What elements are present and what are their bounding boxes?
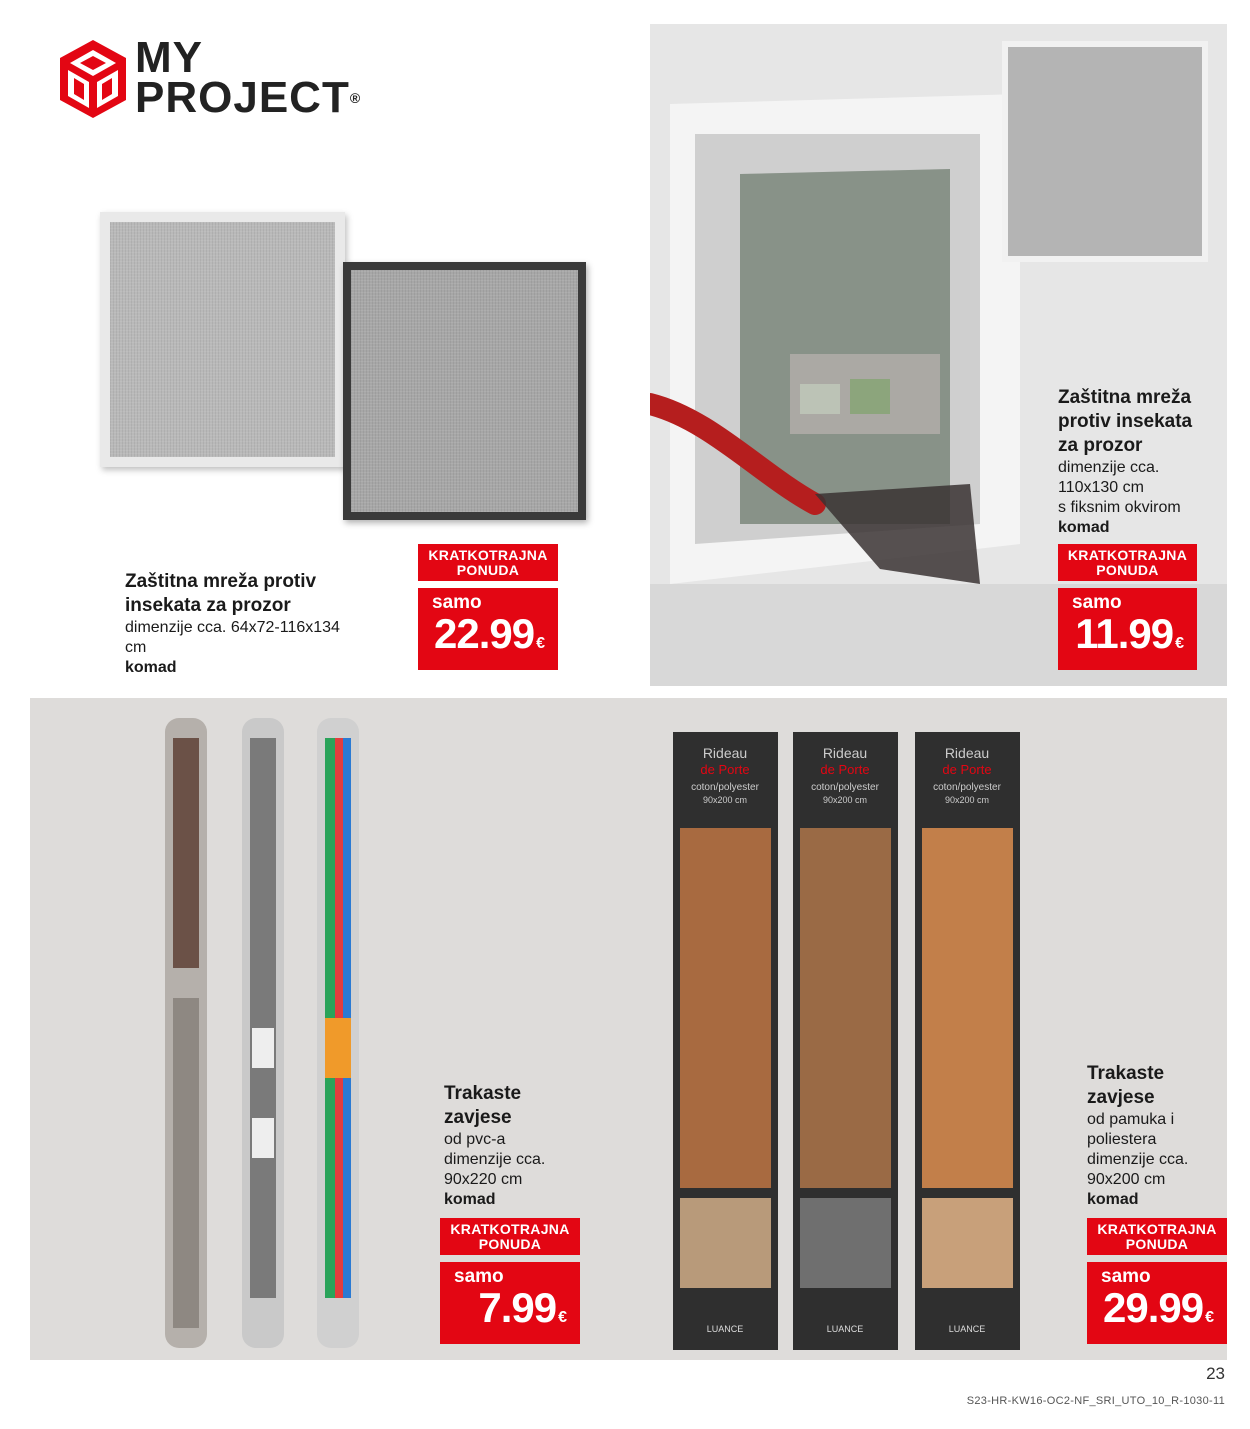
package2-brand: LUANCE	[826, 1324, 864, 1334]
product4-desc-line4: 90x200 cm	[1087, 1171, 1166, 1188]
brand-line2: PROJECT	[135, 73, 350, 122]
product4-title-line1: Trakaste	[1087, 1063, 1165, 1084]
package2-line4: 90x200 cm	[822, 795, 868, 805]
product4-desc-line3: dimenzije cca.	[1087, 1151, 1189, 1168]
product3-title-line1: Trakaste	[444, 1083, 522, 1104]
insect-screen-dark-image	[343, 262, 586, 520]
window-screen-image	[650, 24, 1227, 686]
package3-line4: 90x200 cm	[944, 795, 990, 805]
price-value: 29.99	[1102, 1284, 1204, 1331]
price-value: 11.99	[1075, 610, 1174, 657]
badge-line1: KRATKOTRAJNA	[1097, 1221, 1217, 1237]
badge-line1: KRATKOTRAJNA	[428, 547, 548, 563]
package3-line1: Rideau	[944, 745, 990, 761]
product2-desc-line3: s fiksnim okvirom	[1058, 499, 1181, 516]
badge-line2: PONUDA	[1125, 1236, 1189, 1252]
package2-line3: coton/polyester	[811, 782, 879, 793]
samo-label: samo	[1101, 1266, 1151, 1287]
price-value: 7.99	[478, 1284, 557, 1331]
product1-title-line2: insekata za prozor	[125, 595, 291, 616]
product3-desc-line3: 90x220 cm	[444, 1171, 523, 1188]
product4-desc-line1: od pamuka i	[1087, 1111, 1175, 1128]
product1-desc-line2: cm	[125, 639, 147, 656]
product4-desc-line2: poliestera	[1087, 1131, 1157, 1148]
product4-price-box	[1087, 1262, 1227, 1344]
product4-offer-badge	[1087, 1218, 1227, 1255]
product3-info	[444, 1082, 594, 1210]
product3-offer-badge	[440, 1218, 580, 1255]
brand-line1: MY	[135, 33, 203, 82]
badge-line2: PONUDA	[456, 562, 520, 578]
registered-mark: ®	[349, 90, 362, 106]
product3-desc-line1: od pvc-a	[444, 1131, 506, 1148]
badge-line1: KRATKOTRAJNA	[450, 1221, 570, 1237]
product1-info	[125, 570, 415, 678]
price-value: 22.99	[433, 610, 535, 657]
product3-desc-line2: dimenzije cca.	[444, 1151, 546, 1168]
badge-line1: KRATKOTRAJNA	[1067, 547, 1188, 563]
product2-info	[1058, 386, 1228, 538]
product2-price	[1075, 610, 1183, 658]
package3-brand: LUANCE	[948, 1324, 986, 1334]
samo-label: samo	[454, 1266, 504, 1287]
insect-screen-light-image	[100, 212, 345, 467]
package3-line3: coton/polyester	[933, 782, 1001, 793]
package1-line4: 90x200 cm	[702, 795, 748, 805]
product3-unit: komad	[444, 1191, 496, 1208]
package1-line2: de Porte	[700, 762, 750, 777]
badge-line2: PONUDA	[1096, 562, 1159, 578]
product1-price	[434, 610, 544, 658]
currency: €	[536, 635, 544, 652]
cube-logo-icon	[58, 38, 128, 122]
brand-wordmark	[135, 33, 362, 122]
samo-label: samo	[432, 592, 482, 613]
product1-price-box	[418, 588, 558, 670]
product2-offer-badge	[1058, 544, 1197, 581]
package1-line1: Rideau	[702, 745, 748, 761]
catalog-code: S23-HR-KW16-OC2-NF_SRI_UTO_10_R-1030-11	[966, 1395, 1225, 1407]
product1-unit: komad	[125, 659, 177, 676]
package2-line2: de Porte	[820, 762, 870, 777]
strip-curtains-image	[30, 698, 1227, 1360]
product2-desc-line1: dimenzije cca.	[1058, 459, 1160, 476]
product3-price-box	[440, 1262, 580, 1344]
currency: €	[1205, 1309, 1213, 1326]
product1-desc-line1: dimenzije cca. 64x72-116x134	[125, 619, 340, 636]
product2-desc-line2: 110x130 cm	[1058, 479, 1144, 496]
curtain-rolls-illustration	[30, 698, 1227, 1360]
product1-offer-badge	[418, 544, 558, 581]
product2-unit: komad	[1058, 519, 1110, 536]
product1-title-line1: Zaštitna mreža protiv	[125, 571, 317, 592]
product2-title-line3: za prozor	[1058, 435, 1143, 456]
page-number: 23	[1206, 1364, 1225, 1383]
package1-brand: LUANCE	[706, 1324, 744, 1334]
product3-price	[478, 1284, 566, 1332]
product2-title-line2: protiv insekata	[1058, 411, 1193, 432]
product2-title-line1: Zaštitna mreža	[1058, 387, 1192, 408]
badge-line2: PONUDA	[478, 1236, 542, 1252]
package1-line3: coton/polyester	[691, 782, 759, 793]
product4-title-line2: zavjese	[1087, 1087, 1155, 1108]
product2-price-box	[1058, 588, 1197, 670]
currency: €	[1175, 635, 1183, 652]
product3-title-line2: zavjese	[444, 1107, 512, 1128]
product4-price	[1103, 1284, 1213, 1332]
samo-label: samo	[1072, 592, 1122, 613]
package2-line1: Rideau	[822, 745, 868, 761]
product4-unit: komad	[1087, 1191, 1139, 1208]
window-illustration	[650, 24, 1227, 686]
currency: €	[558, 1309, 566, 1326]
package3-line2: de Porte	[942, 762, 992, 777]
product4-info	[1087, 1062, 1227, 1210]
